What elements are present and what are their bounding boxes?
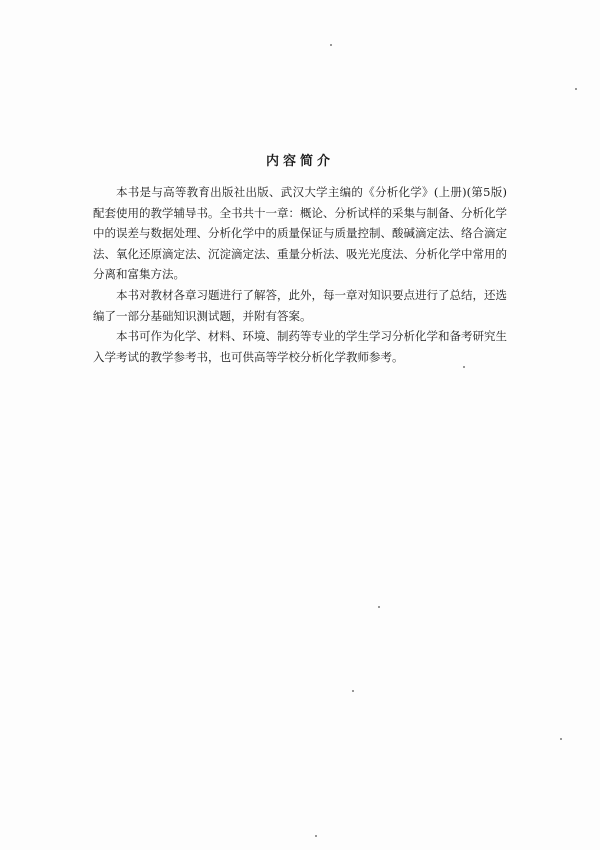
page-title: 内容简介 <box>265 154 334 169</box>
summary-body <box>93 182 507 367</box>
scan-speck <box>575 88 577 90</box>
scan-speck <box>315 835 317 837</box>
paragraph-2: 本书对教材各章习题进行了解答，此外，每一章对知识要点进行了总结，还选编了一部分基础知识测试题，并附有答案。 <box>93 287 507 323</box>
scan-speck <box>560 738 562 740</box>
scan-speck <box>378 606 380 608</box>
scan-speck <box>463 366 465 368</box>
paragraph-1: 本书是与高等教育出版社出版、武汉大学主编的《分析化学》(上册)(第5版)配套使用的教学辅导书。全书共十一章：概论、分析试样的采集与制备、分析化学中的误差与数据处理、分析化学中的质量保证与质量控制、酸碱滴定法、络合滴定法、氧化还原滴定法、沉淀滴定法、重量分析法、吸光光度法、分析化学中常用的分离和富集方法。 <box>93 185 507 282</box>
scan-speck <box>330 44 332 46</box>
scan-speck <box>352 690 354 692</box>
paragraph-3: 本书可作为化学、材料、环境、制药等专业的学生学习分析化学和备考研究生入学考试的教学参考书，也可供高等学校分析化学教师参考。 <box>93 329 507 364</box>
